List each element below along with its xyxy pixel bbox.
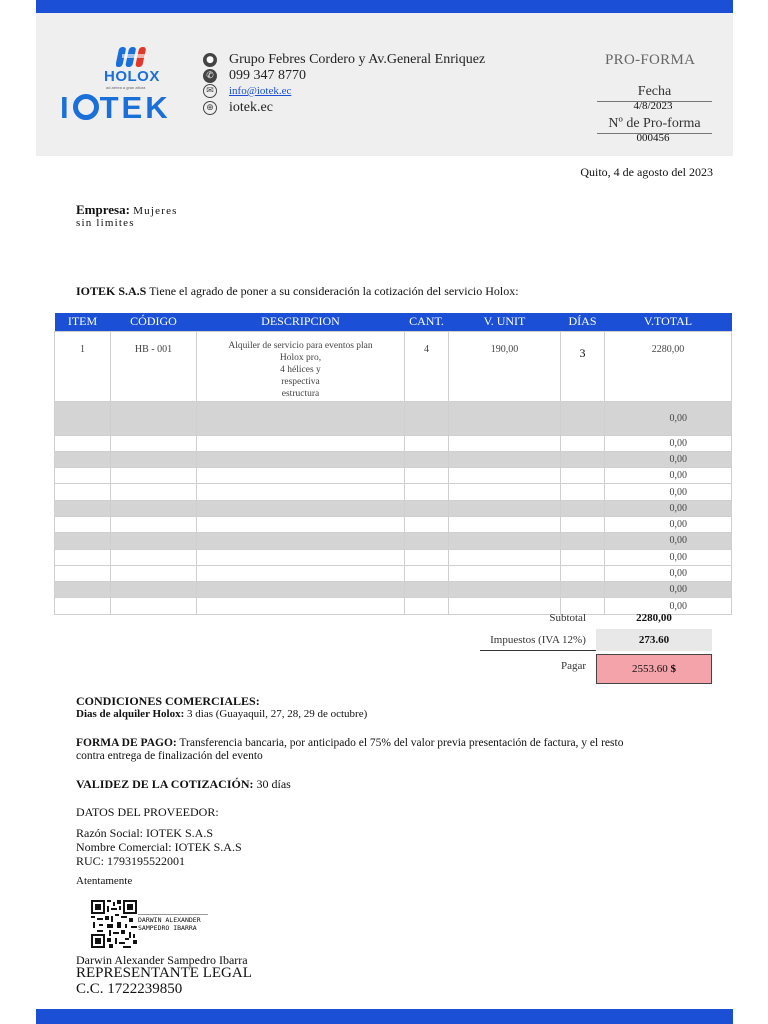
currency-symbol: $ bbox=[670, 663, 676, 675]
logo-i: I bbox=[60, 90, 72, 125]
cell-vtotal: 0,00 bbox=[605, 435, 732, 451]
email-link[interactable]: info@iotek.ec bbox=[229, 85, 292, 97]
fecha-value: 4/8/2023 bbox=[633, 100, 673, 112]
signature-stamp-line bbox=[138, 914, 208, 915]
intro-company: IOTEK S.A.S bbox=[76, 284, 147, 298]
dias-label: Dias de alquiler Holox: bbox=[76, 708, 185, 720]
header-cant: CANT. bbox=[405, 313, 449, 331]
provider-razon: Razón Social: IOTEK S.A.S bbox=[76, 826, 213, 840]
proforma-number-label: Nº de Pro-forma bbox=[597, 116, 712, 134]
logo-tagline: ad aérea a gran altura bbox=[106, 85, 146, 90]
provider-nombre: Nombre Comercial: IOTEK S.A.S bbox=[76, 840, 242, 854]
header-codigo: CÓDIGO bbox=[111, 313, 197, 331]
cell-descripcion bbox=[197, 331, 405, 401]
cell-vtotal: 2280,00 bbox=[605, 331, 732, 401]
iva-label: Impuestos (IVA 12%) bbox=[480, 629, 596, 651]
web-text[interactable]: iotek.ec bbox=[229, 100, 273, 115]
globe-icon: ⊕ bbox=[203, 101, 217, 115]
logo-tek: TEK bbox=[99, 90, 171, 125]
cell-vtotal: 0,00 bbox=[605, 451, 732, 467]
logo-iotek-text bbox=[60, 90, 171, 126]
header-descripcion: DESCRIPCION bbox=[197, 313, 405, 331]
validez-label: VALIDEZ DE LA COTIZACIÓN: bbox=[76, 777, 254, 791]
cell-vtotal: 0,00 bbox=[605, 533, 732, 549]
table-row bbox=[55, 401, 732, 435]
desc-line: 4 hélices y bbox=[280, 364, 321, 375]
pagar-box bbox=[596, 654, 712, 684]
pago-text: Transferencia bancaria, por anticipado el 75% del valor previa presentación de factura, y el resto bbox=[176, 737, 624, 749]
table-row bbox=[55, 484, 732, 500]
header-dias: DÍAS bbox=[561, 313, 605, 331]
proforma-number-value: 000456 bbox=[636, 132, 670, 144]
desc-line: respectiva bbox=[281, 376, 320, 387]
header-item: ITEM bbox=[55, 313, 111, 331]
holox-drone-icon bbox=[116, 44, 150, 70]
gear-icon bbox=[73, 94, 99, 120]
quote-table bbox=[54, 313, 732, 615]
forma-pago-line bbox=[76, 737, 623, 749]
empresa-value: Mujeres bbox=[133, 205, 178, 217]
cell-vtotal: 0,00 bbox=[605, 484, 732, 500]
empresa-label: Empresa: bbox=[76, 202, 130, 217]
header-vunit: V. UNIT bbox=[449, 313, 561, 331]
proforma-title: PRO-FORMA bbox=[605, 52, 696, 68]
desc-line: Alquiler de servicio para eventos plan bbox=[228, 340, 373, 351]
dias-text: 3 dias (Guayaquil, 27, 28, 29 de octubre) bbox=[184, 708, 368, 720]
table-row bbox=[55, 331, 732, 401]
signer-cc: C.C. 1722239850 bbox=[76, 981, 183, 997]
table-row bbox=[55, 435, 732, 451]
date-line: Quito, 4 de agosto del 2023 bbox=[580, 165, 713, 179]
cell-vtotal: 0,00 bbox=[605, 401, 732, 435]
cell-vtotal: 0,00 bbox=[605, 598, 732, 614]
pagar-value: 2553.60 bbox=[632, 663, 668, 675]
conditions-title bbox=[76, 694, 260, 709]
contact-phone bbox=[203, 68, 306, 84]
dias-alquiler-line bbox=[76, 708, 367, 720]
iva-value: 273.60 bbox=[596, 629, 712, 651]
cell-vtotal: 0,00 bbox=[605, 582, 732, 598]
desc-line: estructura bbox=[281, 388, 320, 399]
bottom-accent-bar bbox=[36, 1009, 733, 1024]
empresa-value-line2: sin limites bbox=[76, 217, 135, 229]
forma-pago-line2: contra entrega de finalización del evento bbox=[76, 750, 263, 762]
cell-vtotal: 0,00 bbox=[605, 565, 732, 581]
empresa-line bbox=[76, 202, 178, 218]
cell-vtotal: 0,00 bbox=[605, 500, 732, 516]
table-row bbox=[55, 549, 732, 565]
table-row bbox=[55, 533, 732, 549]
signer-role: REPRESENTANTE LEGAL bbox=[76, 965, 252, 981]
stamp-line: DARWIN ALEXANDER bbox=[138, 916, 201, 924]
address-text: Grupo Febres Cordero y Av.General Enriquez bbox=[229, 52, 486, 67]
header-vtotal: V.TOTAL bbox=[605, 313, 732, 331]
table-row bbox=[55, 451, 732, 467]
logo-holox-text: HOLOX bbox=[104, 68, 160, 85]
location-pin-icon: ● bbox=[203, 53, 217, 67]
subtotal-value: 2280,00 bbox=[636, 612, 672, 624]
subtotal-label: Subtotal bbox=[549, 612, 586, 624]
pago-label: FORMA DE PAGO: bbox=[76, 737, 177, 749]
contact-address bbox=[203, 52, 485, 68]
contact-email bbox=[203, 84, 291, 98]
top-accent-bar bbox=[36, 0, 733, 13]
signer-name: Darwin Alexander Sampedro Ibarra bbox=[76, 953, 248, 967]
validez-line bbox=[76, 777, 291, 792]
stamp-line: SAMPEDRO IBARRA bbox=[138, 924, 197, 932]
atentamente: Atentamente bbox=[76, 875, 133, 887]
table-row bbox=[55, 516, 732, 532]
cell-vtotal: 0,00 bbox=[605, 468, 732, 484]
cell-vtotal: 0,00 bbox=[605, 516, 732, 532]
fecha-label: Fecha bbox=[597, 84, 712, 102]
intro-text bbox=[76, 284, 519, 299]
phone-icon: ✆ bbox=[203, 69, 217, 83]
contact-web bbox=[203, 100, 273, 116]
table-row bbox=[55, 582, 732, 598]
company-logo bbox=[60, 44, 188, 126]
table-header-row bbox=[55, 313, 732, 331]
mail-icon: ✉ bbox=[203, 84, 217, 98]
conditions-title-text: CONDICIONES COMERCIALES: bbox=[76, 694, 260, 708]
cell-dias: 3 bbox=[561, 331, 605, 401]
cell-item: 1 bbox=[55, 331, 111, 401]
cell-codigo: HB - 001 bbox=[111, 331, 197, 401]
intro-body: Tiene el agrado de poner a su consideración la cotización del servicio Holox: bbox=[146, 284, 519, 298]
provider-ruc: RUC: 1793195522001 bbox=[76, 854, 186, 868]
validez-text: 30 días bbox=[253, 777, 291, 791]
signature-qr-code bbox=[91, 900, 137, 948]
table-row bbox=[55, 565, 732, 581]
phone-text: 099 347 8770 bbox=[229, 68, 306, 83]
cell-vtotal: 0,00 bbox=[605, 549, 732, 565]
desc-line: Holox pro, bbox=[279, 352, 322, 363]
cell-vunit: 190,00 bbox=[449, 331, 561, 401]
table-row bbox=[55, 468, 732, 484]
provider-title: DATOS DEL PROVEEDOR: bbox=[76, 805, 219, 819]
pagar-label: Pagar bbox=[560, 660, 586, 672]
signature-stamp-text bbox=[138, 916, 201, 932]
cell-cant: 4 bbox=[405, 331, 449, 401]
table-row bbox=[55, 500, 732, 516]
